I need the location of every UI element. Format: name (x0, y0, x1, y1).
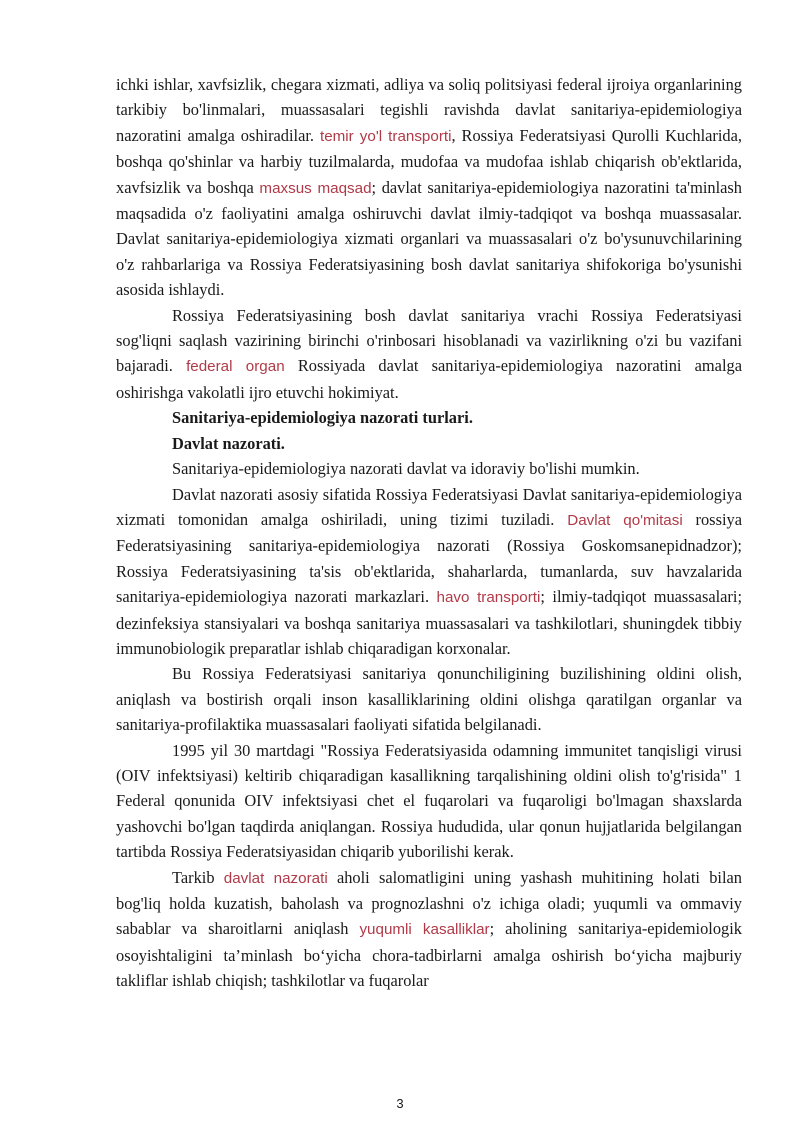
page-number: 3 (396, 1096, 404, 1111)
paragraph-text: aholi salomatligini uning yashash muhitining holati bilan bog'liq holda kuzatish, baholash va prognozlashni o'z ichiga oladi; yuqumli va ommaviy sabablar va sharoitlarni aniqlash (116, 867, 742, 939)
paragraph-text: Tarkib (172, 867, 224, 887)
paragraph-6 (116, 738, 742, 865)
paragraph-text: , Rossiya Federatsiyasi Qurolli Kuchlarida, boshqa qo'shinlar va harbiy tuzilmalarda, mudofaa va mudofaa ishlab chiqarish ob'ektlarida, xavfsizlik va boshqa (116, 125, 743, 197)
paragraph-text: rossiya Federatsiyasining sanitariya-epidemiologiya nazorati (Rossiya Goskomsanepidnadzor); Rossiya Federatsiyasining ta'sis ob'ektlarida, shaharlarda, tumanlarda, suv havzalarida sanitariya-epidemiologiya nazorati markazlari. (116, 509, 742, 607)
section-heading: Sanitariya-epidemiologiya nazorati turlari. (172, 408, 473, 428)
link-temir-yol-transporti[interactable]: temir yo'l transporti (319, 127, 452, 145)
paragraph-text: Rossiya Federatsiyasining bosh davlat sanitariya vrachi Rossiya Federatsiyasi sog'liqni saqlash vazirining birinchi o'rinbosari hisoblanadi va vazirlikning o'zi bu vazifani bajaradi. (116, 305, 742, 376)
paragraph-1 (116, 72, 742, 303)
paragraph-text: ; davlat sanitariya-epidemiologiya nazoratini ta'minlash maqsadida o'z faoliyatini amalga oshiruvchi davlat ilmiy-tadqiqot va boshqa muassasalar. Davlat sanitariya-epidemiologiya xizmati organlari va muassasalari o'z bo'ysunuvchilarining o'z rahbarlariga va Rossiya Federatsiyasining bosh davlat sanitariya shifokoriga bo'ysunishi asosida ishlaydi. (116, 177, 742, 300)
paragraph-text: Sanitariya-epidemiologiya nazorati davlat va idoraviy bo'lishi mumkin. (172, 459, 640, 479)
link-davlat-nazorati[interactable]: davlat nazorati (223, 869, 328, 887)
link-davlat-qomitasi[interactable]: Davlat qo'mitasi (567, 511, 683, 529)
link-federal-organ[interactable]: federal organ (186, 358, 285, 376)
paragraph-text: ; ilmiy-tadqiqot muassasalari; dezinfeksiya stansiyalari va boshqa sanitariya muassasalari va tashkilotlari, shuningdek tibbiy immunobiologik preparatlar ishlab chiqaradigan korxonalar. (116, 587, 742, 658)
paragraph-4 (116, 482, 742, 662)
paragraph-3 (116, 456, 742, 481)
paragraph-text: ; aholining sanitariya-epidemiologik osoyishtaligini ta’minlash bo‘yicha chora-tadbirlarni amalga oshirish bo‘yicha majburiy takliflar ishlab chiqish; tashkilotlar va fuqarolar (116, 919, 742, 991)
subsection-heading: Davlat nazorati. (172, 433, 285, 453)
paragraph-text: 1995 yil 30 martdagi "Rossiya Federatsiyasida odamning immunitet tanqisligi virusi (OIV infektsiyasi) keltirib chiqaradigan kasallikning tarqalishining oldini olish to'g'risida" 1 Federal qonunida OIV infektsiyasi chet el fuqarolari va fuqaroligi bo'lmagan shaxslarda yashovchi bo'lgan taqdirda aniqlangan. Rossiya hududida, ular qonun hujjatlarida belgilangan tartibda Rossiya Federatsiyasidan chiqarib yuborilishi kerak. (116, 740, 742, 862)
link-yuqumli-kasalliklar[interactable]: yuqumli kasalliklar (359, 921, 490, 939)
paragraph-text: Rossiyada davlat sanitariya-epidemiologiya nazoratini amalga oshirishga vakolatli ijro etuvchi hokimiyat. (116, 356, 742, 402)
paragraph-5 (116, 661, 742, 737)
paragraph-text: Davlat nazorati asosiy sifatida Rossiya Federatsiyasi Davlat sanitariya-epidemiologiya xizmati tomonidan amalga oshiriladi, uning tizimi tuziladi. (116, 484, 742, 529)
link-havo-transporti[interactable]: havo transporti (436, 589, 541, 607)
body-text (116, 72, 742, 994)
paragraph-2 (116, 303, 742, 406)
paragraph-text: Bu Rossiya Federatsiyasi sanitariya qonunchiligining buzilishining oldini olish, aniqlash va bostirish orqali inson kasalliklarining oldini olishga qaratilgan organlar va sanitariya-profilaktika muassasalari faoliyati sifatida belgilanadi. (116, 664, 742, 735)
link-maxsus-maqsad[interactable]: maxsus maqsad (259, 179, 372, 197)
paragraph-text: ichki ishlar, xavfsizlik, chegara xizmati, adliya va soliq politsiyasi federal ijroiya organlarining tarkibiy bo'linmalari, muassasalari tegishli ravishda davlat sanitariya-epidemiologiya nazoratini amalga oshiradilar. (116, 75, 742, 145)
paragraph-7 (116, 865, 742, 994)
